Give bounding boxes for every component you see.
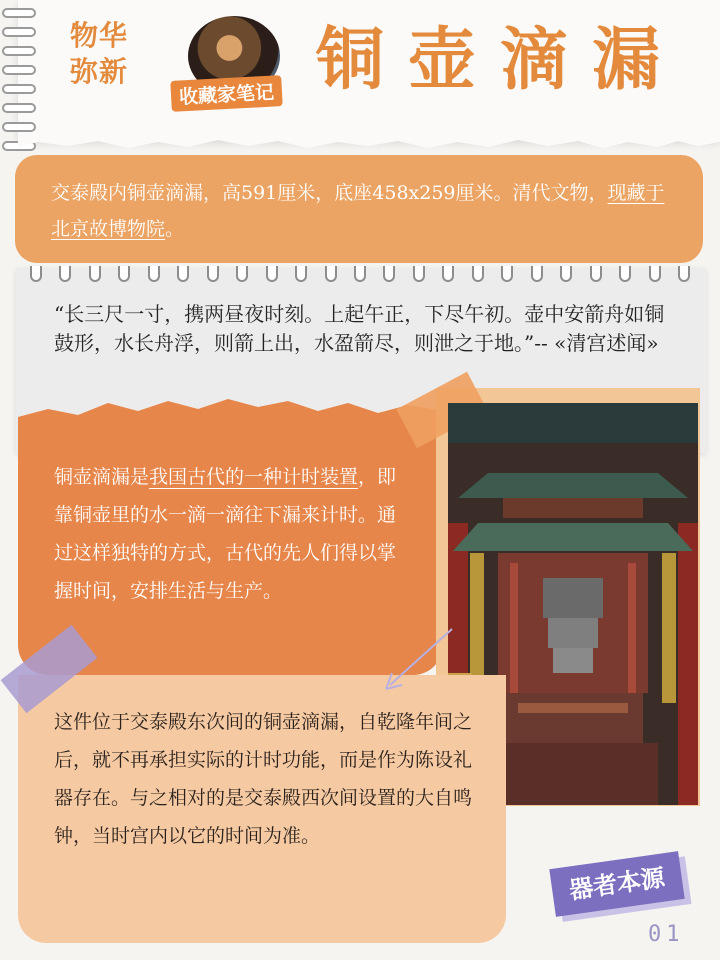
spiral-binding [2, 8, 42, 138]
brand-line1: 物华 [70, 19, 129, 52]
history-text: 这件位于交泰殿东次间的铜壶滴漏，自乾隆年间之后，就不再承担实际的计时功能，而是作为陈设礼器存在。与之相对的是交泰殿西次间设置的大自鸣钟，当时宫内以它的时间为准。 [54, 711, 473, 847]
source-label: 器者本源 [549, 851, 684, 917]
intro-text-end: 。 [165, 218, 185, 240]
history-block [18, 675, 506, 943]
description-underlined: 我国古代的一种计时装置 [149, 466, 359, 488]
description-text-end: ，即靠铜壶里的水一滴一滴往下漏来计时。通过这样独特的方式，古代的先人们得以掌握时间，安排生活与生产。 [54, 466, 397, 602]
brand-title [70, 18, 128, 90]
description-text: 铜壶滴漏是 [54, 466, 150, 488]
torn-edge [18, 136, 720, 150]
collector-notes-badge: 收藏家笔记 [170, 75, 282, 112]
intro-text: 交泰殿内铜壶滴漏，高591厘米，底座458x259厘米。清代文物， [51, 182, 608, 204]
page-title: 铜壶滴漏 [316, 21, 685, 100]
historical-quote: “长三尺一寸，携两昼夜时刻。上起午正，下尽午初。壶中安箭舟如铜鼓形，水长舟浮，则箭上出，水盈箭尽，则泄之于地。”-- «清宫述闻» [54, 302, 665, 355]
pointer-arrow-icon [380, 625, 455, 695]
brand-line2: 弥新 [70, 55, 129, 88]
intro-museum-link: 现藏于北京故博物院 [51, 182, 665, 240]
torn-top-edge [18, 395, 443, 435]
header-paper [18, 0, 720, 140]
intro-box [15, 155, 703, 263]
page-number: 01 [648, 922, 685, 947]
binder-holes [30, 266, 690, 288]
